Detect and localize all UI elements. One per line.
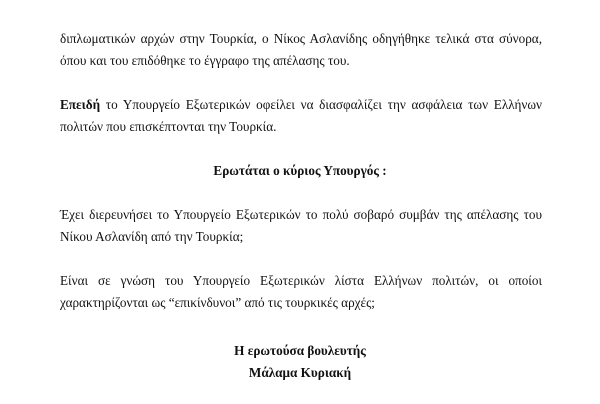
paragraph-whereas-lead: Επειδή bbox=[60, 97, 101, 112]
paragraph-whereas-text: το Υπουργείο Εξωτερικών οφείλει να διασφαλίζει την ασφάλεια των Ελλήνων πολιτών που επισκέπτονται την Τουρκία. bbox=[60, 97, 542, 134]
question-heading: Ερωτάται ο κύριος Υπουργός : bbox=[213, 163, 387, 178]
paragraph-whereas bbox=[60, 94, 542, 138]
signature-name: Μάλαμα Κυριακή bbox=[248, 365, 352, 380]
question-two: Είναι σε γνώση του Υπουργείο Εξωτερικών λίστα Ελλήνων πολιτών, οι οποίοι χαρακτηρίζονται ως “επικίνδυνοι” από τις τουρκικές αρχές; bbox=[60, 273, 542, 310]
signature-label: Η ερωτούσα βουλευτής bbox=[234, 343, 366, 358]
question-one: Έχει διερευνήσει το Υπουργείο Εξωτερικών το πολύ σοβαρό συμβάν της απέλασης του Νίκου Ασλανίδη από την Τουρκία; bbox=[60, 207, 542, 244]
paragraph-deportation-border: διπλωματικών αρχών στην Τουρκία, ο Νίκος Ασλανίδης οδηγήθηκε τελικά στα σύνορα, όπου και του επιδόθηκε το έγγραφο της απέλασης του. bbox=[60, 31, 542, 68]
